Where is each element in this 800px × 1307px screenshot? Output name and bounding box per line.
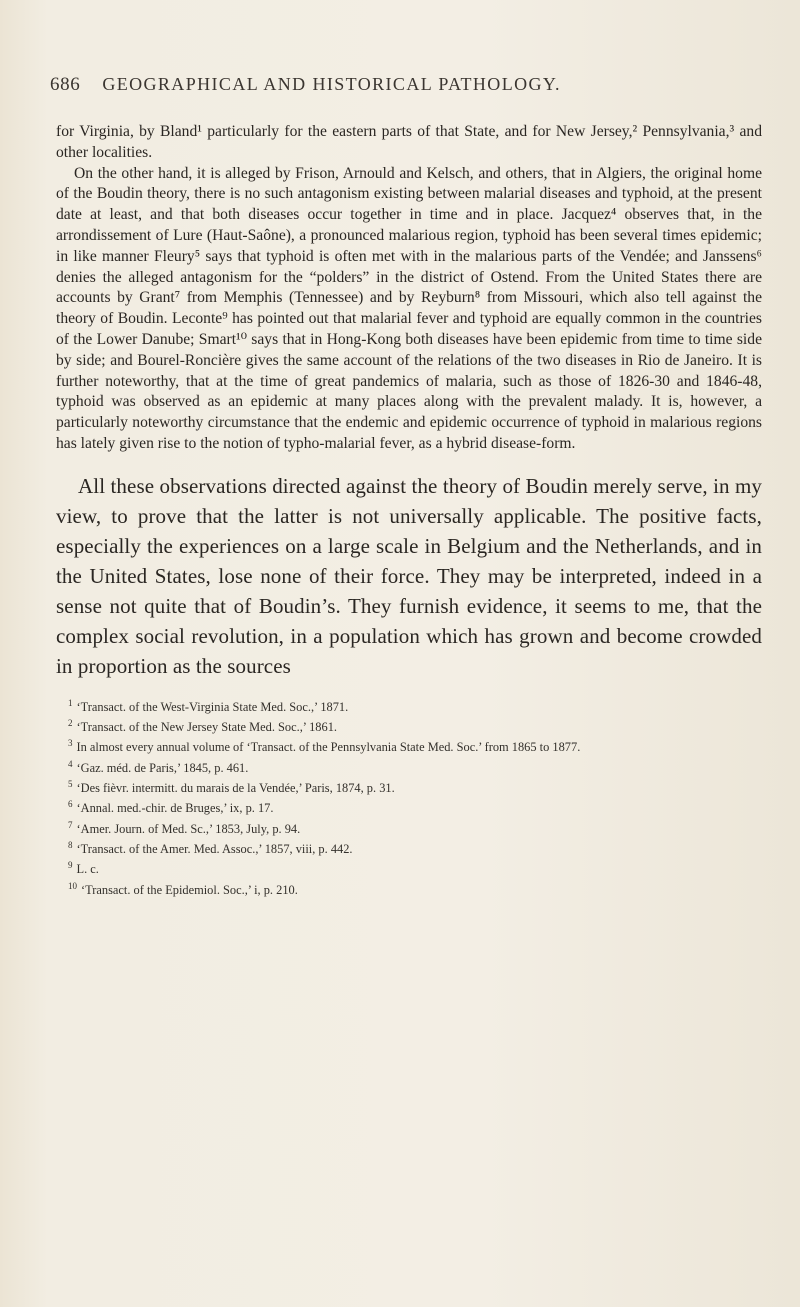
body-large-text [56,471,762,681]
footnote-mark: 2 [68,718,73,729]
running-head [50,74,762,96]
footnote-text: ‘Annal. med.-chir. de Bruges,’ ix, p. 17. [76,801,274,816]
footnote [56,715,762,735]
footnote [56,796,762,816]
paragraph-2: On the other hand, it is alleged by Frison, Arnould and Kelsch, and others, that in Algiers, the original home of the Boudin theory, there is no such antagonism existing between malarial diseases and typhoid, at the present date at least, and that both diseases occur together in time and in place. Jacquez⁴ observes that, in the arrondissement of Lure (Haut-Saône), a pronounced malarious region, typhoid has been several times epidemic; in like manner Fleury⁵ says that typhoid is often met with in the malarious parts of the Vendée; and Janssens⁶ denies the alleged antagonism for the “polders” in the district of Ostend. From the United States there are accounts by Grant⁷ from Memphis (Tennessee) and by Reyburn⁸ from Missouri, which also tell against the theory of Boudin. Leconte⁹ has pointed out that malarial fever and typhoid are equally common in the countries of the Lower Danube; Smart¹⁰ says that in Hong-Kong both diseases have been epidemic from time to time side by side; and Bourel-Roncière gives the same account of the relations of the two diseases in Rio de Janeiro. It is further noteworthy, that at the time of great pandemics of malaria, such as those of 1826-30 and 1846-48, typhoid was observed as an epidemic at many places along with the prevalent malady. It is, however, a particularly noteworthy circumstance that the endemic and epidemic occurrence of typhoid in malarious regions has lately given rise to the notion of typho-malarial fever, as a hybrid disease-form. [56,164,762,452]
footnote-mark: 8 [68,840,73,851]
paragraph-3: All these observations directed against the theory of Boudin merely serve, in my view, to prove that the latter is not universally applicable. The positive facts, especially the experiences on a large scale in Belgium and the Netherlands, and in the United States, lose none of their force. They may be interpreted, indeed in a sense not quite that of Boudin’s. They furnish evidence, it seems to me, that the complex social revolution, in a population which has grown and become crowded in proportion as the sources [56,473,762,678]
footnote-text: In almost every annual volume of ‘Transact. of the Pennsylvania State Med. Soc.’ from 1865 to 1877. [76,740,581,755]
footnote [56,878,762,898]
footnote [56,857,762,877]
footnote-text: ‘Transact. of the New Jersey State Med. Soc.,’ 1861. [76,720,337,735]
footnote-mark: 9 [68,860,73,871]
running-head-title: GEOGRAPHICAL AND HISTORICAL PATHOLOGY. [102,74,561,94]
footnote-text: ‘Transact. of the Epidemiol. Soc.,’ i, p. 210. [81,882,298,897]
footnote-mark: 4 [68,758,73,769]
footnote-mark: 7 [68,819,73,830]
footnote-text: ‘Transact. of the West-Virginia State Med. Soc.,’ 1871. [76,699,349,714]
footnote [56,776,762,796]
footnote-text: ‘Transact. of the Amer. Med. Assoc.,’ 1857, viii, p. 442. [76,842,353,857]
footnote-text: ‘Amer. Journ. of Med. Sc.,’ 1853, July, p. 94. [76,821,301,836]
footnote [56,735,762,755]
footnote [56,695,762,715]
footnote-mark: 10 [68,880,77,891]
footnotes [56,695,762,898]
body-small-text [56,122,762,455]
page-number: 686 [50,74,81,95]
footnote-mark: 6 [68,799,73,810]
footnote-text: ‘Des fièvr. intermitt. du marais de la Vendée,’ Paris, 1874, p. 31. [76,781,395,796]
footnote [56,837,762,857]
paragraph-1: for Virginia, by Bland¹ particularly for the eastern parts of that State, and for New Jersey,² Pennsylvania,³ and other localities. [56,123,762,161]
footnote [56,756,762,776]
footnote-mark: 3 [68,738,73,749]
footnote [56,817,762,837]
footnote-mark: 1 [68,697,73,708]
footnote-text: L. c. [76,862,99,877]
footnote-text: ‘Gaz. méd. de Paris,’ 1845, p. 461. [76,760,249,775]
footnote-mark: 5 [68,779,73,790]
